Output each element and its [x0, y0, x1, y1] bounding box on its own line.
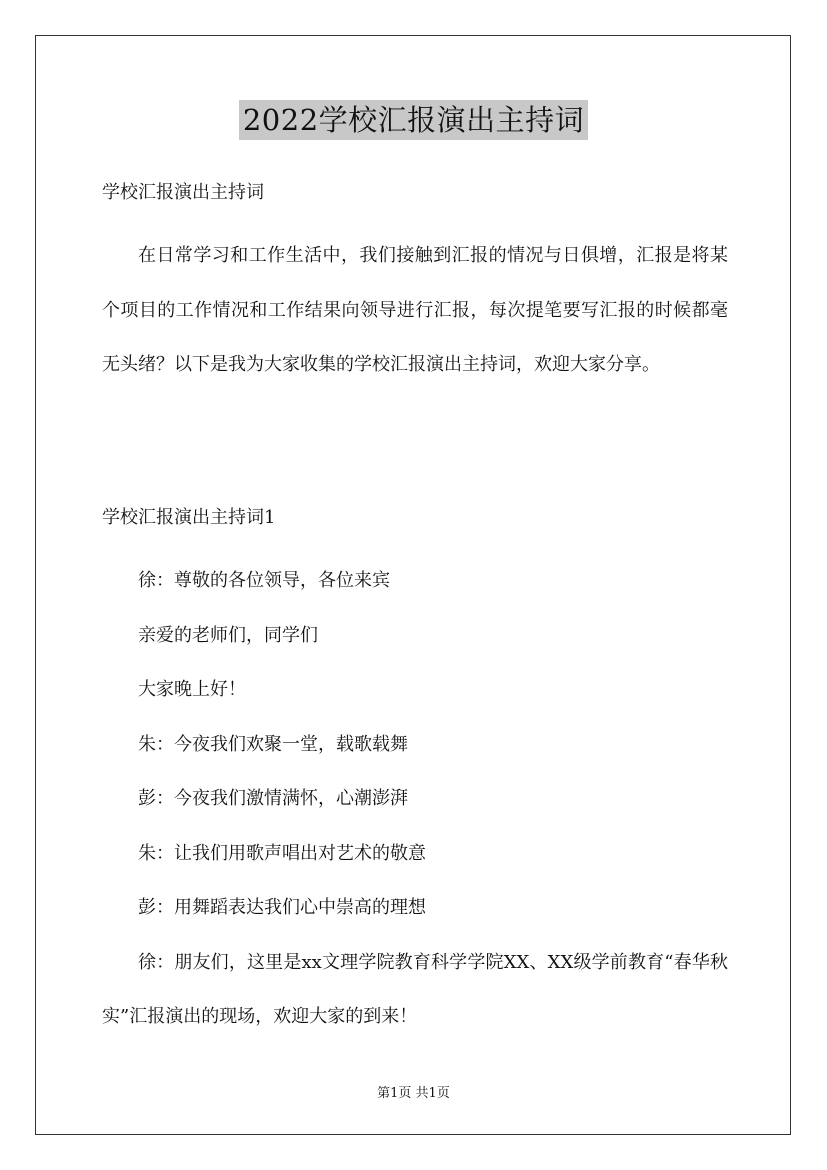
title-wrapper: [0, 100, 827, 140]
dialogue-list: [102, 554, 728, 1045]
dialogue-line: 彭：今夜我们激情满怀，心潮澎湃: [138, 788, 408, 809]
dialogue-line: 徐：朋友们，这里是xx文理学院教育科学学院XX、XX级学前教育“春华秋实”汇报演出的现场，欢迎大家的到来！: [102, 951, 728, 1027]
dialogue-line: 朱：让我们用歌声唱出对艺术的敬意: [138, 842, 426, 864]
document-title: 2022学校汇报演出主持词: [239, 100, 588, 140]
dialogue-line: 亲爱的老师们，同学们: [138, 624, 318, 646]
intro-paragraph: 在日常学习和工作生活中，我们接触到汇报的情况与日俱增，汇报是将某个项目的工作情况和工作结果向领导进行汇报，每次提笔要写汇报的时候都毫无头绪？以下是我为大家收集的学校汇报演出主持词，欢迎大家分享。: [102, 245, 728, 375]
section-title: 学校汇报演出主持词1: [102, 507, 276, 528]
dialogue-line: 徐：尊敬的各位领导，各位来宾: [138, 570, 390, 591]
dialogue-line: 朱：今夜我们欢聚一堂，载歌载舞: [138, 733, 408, 755]
document-subtitle: 学校汇报演出主持词: [102, 182, 264, 203]
page-footer: 第1页 共1页: [377, 1086, 450, 1101]
dialogue-line: 彭：用舞蹈表达我们心中崇高的理想: [138, 897, 426, 918]
dialogue-line: 大家晚上好！: [138, 679, 246, 700]
